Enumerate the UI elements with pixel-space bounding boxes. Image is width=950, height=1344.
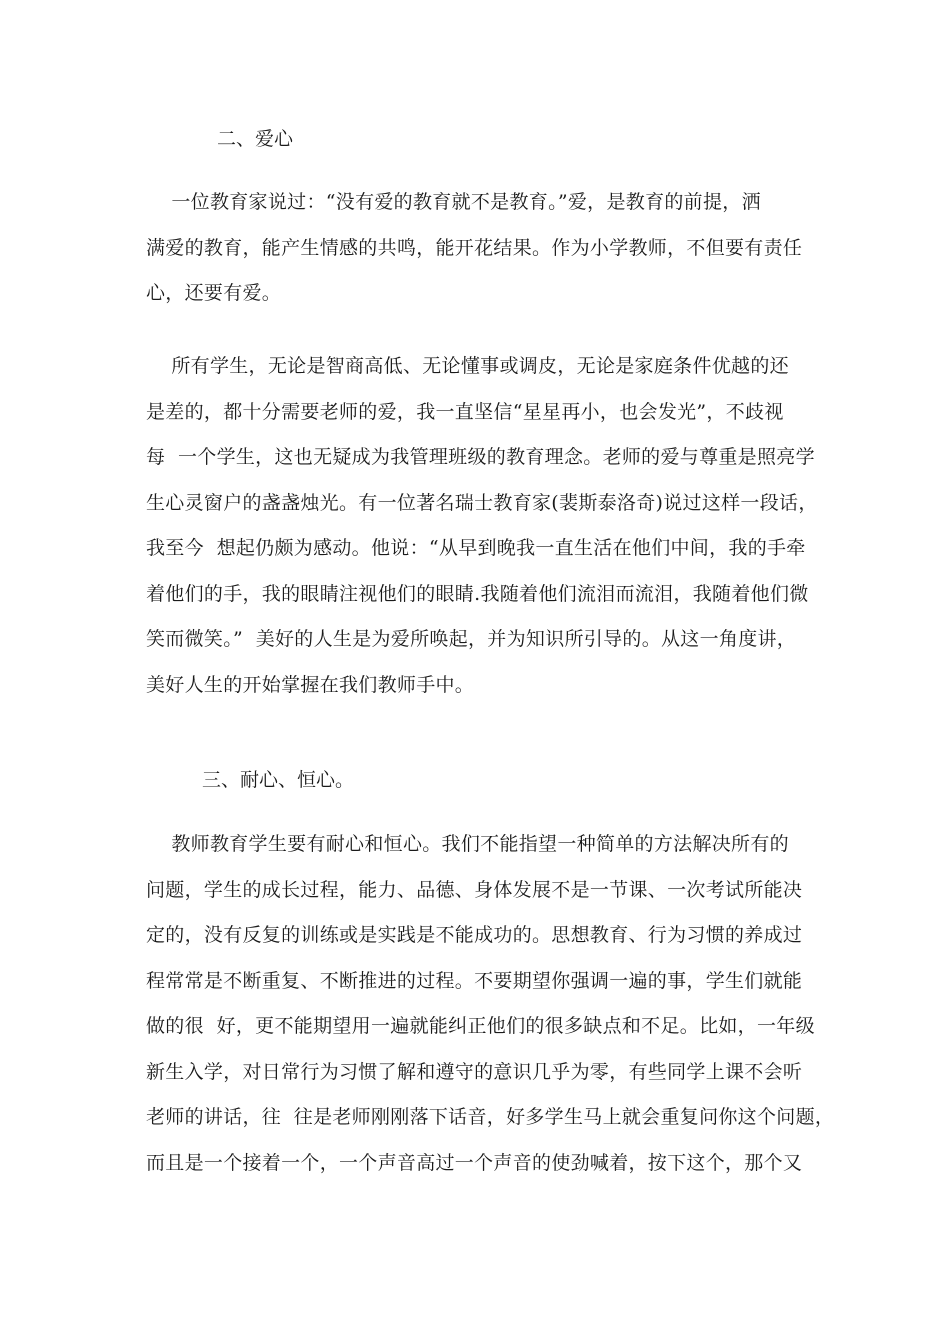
paragraph-line: 定的，没有反复的训练或是实践是不能成功的。思想教育、行为习惯的养成过 xyxy=(146,924,803,946)
paragraph-line: 做的很 好，更不能期望用一遍就能纠正他们的很多缺点和不足。比如，一年级 xyxy=(146,1015,815,1037)
paragraph-line: 程常常是不断重复、不断推进的过程。不要期望你强调一遍的事，学生们就能 xyxy=(146,969,803,992)
paragraph-line: 问题，学生的成长过程，能力、品德、身体发展不是一节课、一次考试所能决 xyxy=(146,878,803,901)
paragraph-line: 每 一个学生，这也无疑成为我管理班级的教育理念。老师的爱与尊重是照亮学 xyxy=(146,446,815,468)
paragraph-love-students xyxy=(146,353,826,717)
paragraph-line: 是差的，都十分需要老师的爱，我一直坚信“星星再小，也会发光”，不歧视 xyxy=(146,400,784,423)
paragraph-line: 所有学生，无论是智商高低、无论懂事或调皮，无论是家庭条件优越的还 xyxy=(146,355,789,377)
paragraph-line: 教师教育学生要有耐心和恒心。我们不能指望一种简单的方法解决所有的 xyxy=(146,833,789,855)
paragraph-line: 我至今 想起仍颇为感动。他说：“从早到晚我一直生活在他们中间，我的手牵 xyxy=(146,537,806,559)
paragraph-line: 满爱的教育，能产生情感的共鸣，能开花结果。作为小学教师，不但要有责任 xyxy=(146,236,803,259)
section-heading-patience: 三、耐心、恒心。 xyxy=(202,769,355,791)
paragraph-line: 新生入学，对日常行为习惯了解和遵守的意识几乎为零，有些同学上课不会听 xyxy=(146,1060,803,1083)
paragraph-line: 生心灵窗户的盏盏烛光。有一位著名瑞士教育家(裴斯泰洛奇)说过这样一段话， xyxy=(146,491,818,514)
paragraph-line: 着他们的手，我的眼睛注视他们的眼睛.我随着他们流泪而流泪，我随着他们微 xyxy=(146,582,809,605)
paragraph-line: 一位教育家说过：“没有爱的教育就不是教育。”爱，是教育的前提，洒 xyxy=(146,191,761,213)
paragraph-line: 老师的讲话，往 往是老师刚刚落下话音，好多学生马上就会重复问你这个问题， xyxy=(146,1106,835,1128)
paragraph-love-intro xyxy=(146,189,826,326)
paragraph-line: 笑而微笑。” 美好的人生是为爱所唤起，并为知识所引导的。从这一角度讲， xyxy=(146,628,797,650)
paragraph-line: 美好人生的开始掌握在我们教师手中。 xyxy=(146,673,475,696)
section-heading-love: 二、爱心 xyxy=(217,128,294,150)
paragraph-patience xyxy=(146,831,835,1195)
paragraph-line: 心，还要有爱。 xyxy=(146,282,282,304)
paragraph-line: 而且是一个接着一个，一个声音高过一个声音的使劲喊着，按下这个，那个又 xyxy=(146,1151,803,1174)
